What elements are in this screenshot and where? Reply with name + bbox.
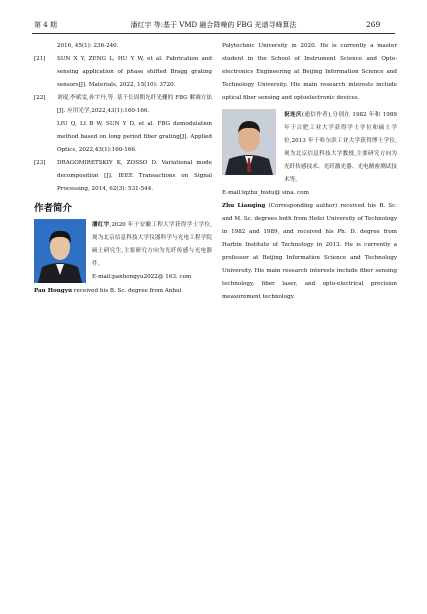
author-name-en: Pan Hongyu [34,288,73,294]
issue-label: 第 4 期 [34,21,57,29]
reference-number: [21] [34,56,46,62]
author-bio [222,109,397,304]
author-email: E-mail:panhongyu2022@ 163. com [92,274,192,280]
author-name-en: Zhu Lianqing [222,203,266,209]
bio-cn-body: ,2020 年于安徽工程大学获得学士学位,现为北京信息科技大学仪器科学与光电工程学院硕士研究生,主要研究方向为光纤传感与光电器件。 [92,222,212,267]
reference-text: SUN X Y, ZENG L, HU Y W, et al. Fabrication and sensing application of phase shifted Bragg grating sensors[J]. Materials, 2022, 15(10): 3720. [57,56,212,88]
reference-item [34,53,212,92]
author-photo [222,109,276,175]
section-title: 作者简介 [34,203,73,214]
author-bio [34,219,212,298]
reference-item [34,92,212,157]
bio-text-en [222,200,397,304]
bio-cn-body: (通信作者),分别在 1982 年和 1989 年于合肥工业大学获得学士学位和硕士学位,2013 年于哈尔滨工业大学获得博士学位,现为北京信息科技大学教授,主要研究方向为光纤传感技术、光纤激光器、光电精密测试技术等。 [284,112,397,183]
bio-en-body: received his B. Sc. degree from Anhui [72,288,182,294]
author-photo [34,219,86,283]
header-rule [32,33,395,34]
reference-item [34,157,212,196]
bio-text-en [34,285,212,298]
reference-text: LIU Q, LI B W, SUN Y D, et al. FBG demodulation method based on long period fiber grating[J]. Applied Optics, 2022,43(1):160-166. [57,121,212,153]
author-name-cn: 潘红宇 [92,222,110,228]
reference-text: DRAGOMIRETSKIY K, ZOSSO D. Variational mode decomposition [J]. IEEE Transactions on Signal Processing, 2014, 62(3): 531-544. [57,160,212,192]
running-title: 潘红宇 等:基于 VMD 融合降噪的 FBG 光谱寻峰算法 [130,21,297,29]
page-header [0,0,427,36]
reference-continuation: 2016, 45(1): 236-240. [57,43,119,49]
page-number: 269 [366,20,381,29]
bio-en-body: (Corresponding author) received his B. Sc. and M. Sc. degrees both from Hefei University of Technology in 1982 and 1989, and received his Ph. D. degree from Harbin Institute of Technology in 2013. He is currently a professor at Beijing Information Science and Technology University. His main research interests include fiber sensing technology, fiber laser, and opto-electrical precision measurement technology. [222,203,397,300]
bio-en-continuation: Polytechnic University in 2020. He is currently a master student in the School of Instrument Science and Opto-electronics Engineering at Beijing Information Science and Technology University. His main research interests include optical fiber sensing and optoelectronic devices. [222,43,397,101]
right-column [222,40,397,304]
reference-text: 刘琨,李斌雯,孙宇丹,等. 基于长周期光纤光栅的 FBG 解调方法[J]. 应用光学,2022,43(1):160-166. [57,95,212,114]
reference-number: [22] [34,95,46,101]
reference-number: [23] [34,160,46,166]
author-name-cn: 祝连庆 [284,112,302,118]
left-column [34,40,212,298]
author-email: E-mail:lqzhu_bistu@ sina. com [222,190,309,196]
